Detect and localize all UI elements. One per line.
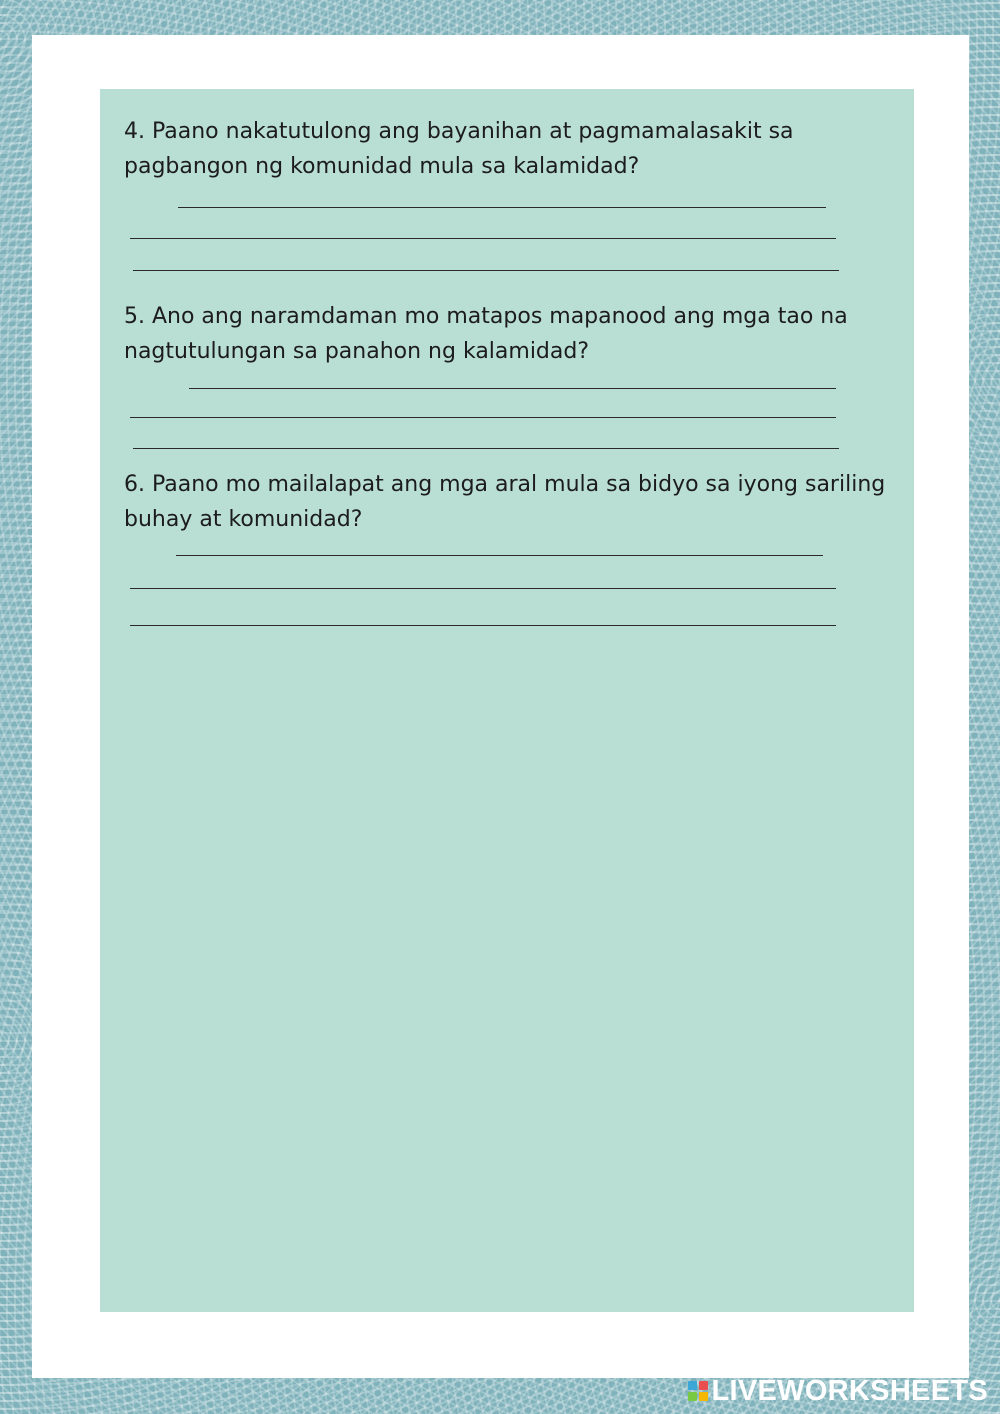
logo-square-icon — [699, 1381, 708, 1390]
answer-line-q6-2[interactable] — [130, 588, 836, 589]
question-6: 6. Paano mo mailalapat ang mga aral mula sa bidyo sa iyong sariling buhay at komunidad? — [124, 472, 886, 532]
logo-square-icon — [688, 1381, 697, 1390]
answer-line-q5-3[interactable] — [133, 448, 839, 449]
logo-square-icon — [688, 1392, 697, 1401]
answer-line-q4-3[interactable] — [133, 270, 839, 271]
questions-panel — [100, 89, 914, 1312]
logo-square-icon — [699, 1392, 708, 1401]
liveworksheets-logo-icon — [688, 1381, 708, 1401]
answer-line-q6-3[interactable] — [130, 625, 836, 626]
answer-line-q5-2[interactable] — [130, 417, 836, 418]
answer-line-q5-1[interactable] — [189, 388, 836, 389]
answer-line-q4-2[interactable] — [130, 238, 836, 239]
answer-line-q6-1[interactable] — [176, 555, 823, 556]
liveworksheets-brand — [688, 1374, 989, 1408]
question-5: 5. Ano ang naramdaman mo matapos mapanood ang mga tao na nagtutulungan sa panahon ng kalamidad? — [124, 304, 848, 364]
question-4: 4. Paano nakatutulong ang bayanihan at pagmamalasakit sa pagbangon ng komunidad mula sa kalamidad? — [124, 119, 794, 179]
answer-line-q4-1[interactable] — [178, 207, 826, 208]
brand-name: LIVEWORKSHEETS — [711, 1375, 988, 1407]
